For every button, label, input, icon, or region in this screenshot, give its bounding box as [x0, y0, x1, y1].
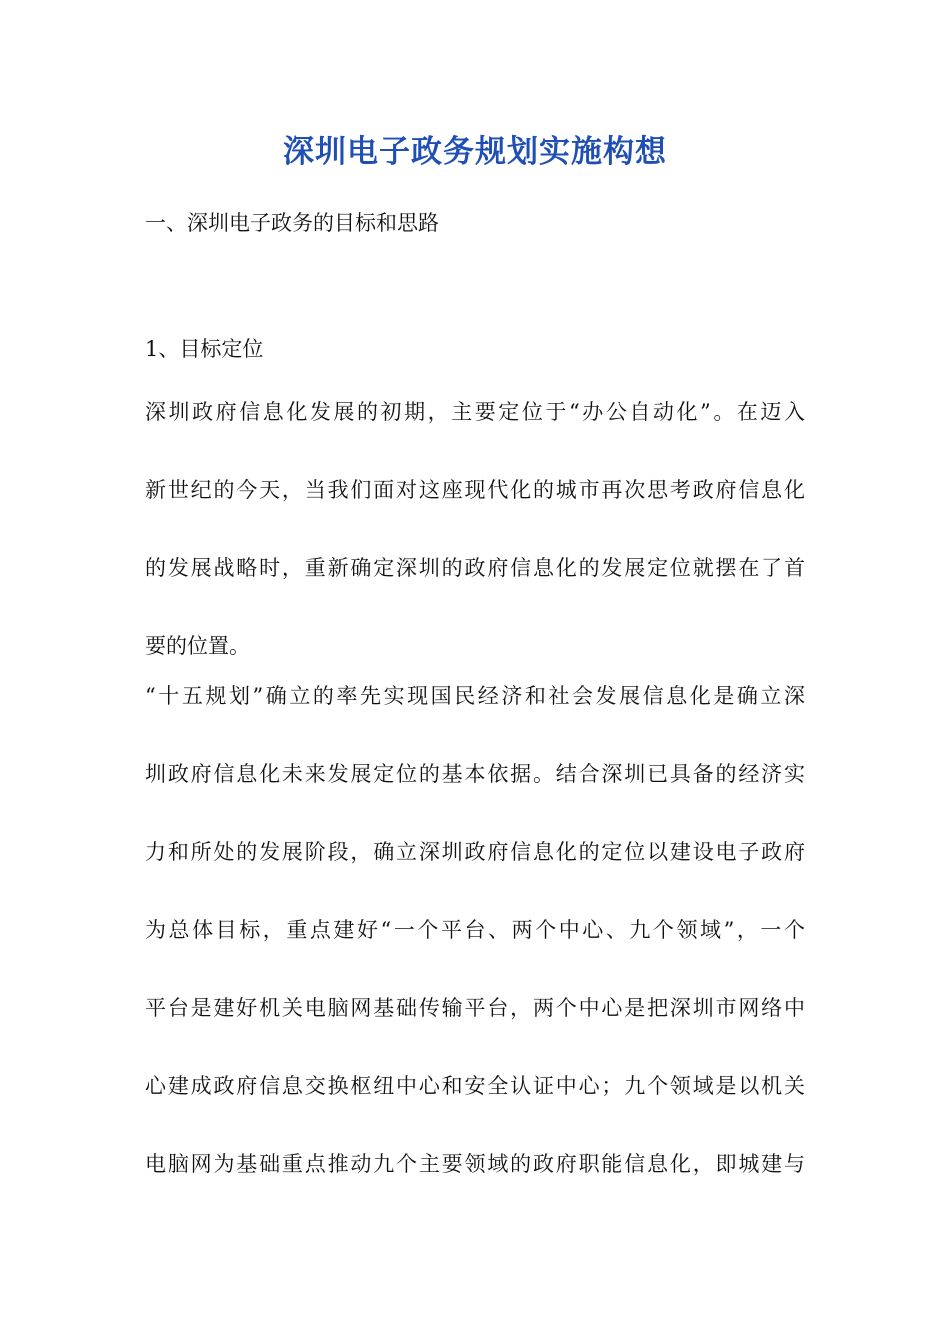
document-title: 深圳电子政务规划实施构想 [283, 134, 667, 170]
paragraph-line: 力和所处的发展阶段，确立深圳政府信息化的定位以建设电子政府 [145, 840, 805, 864]
paragraph-2 [145, 681, 805, 1227]
paragraph-line: 为总体目标，重点建好“一个平台、两个中心、九个领域”，一个 [145, 918, 805, 942]
paragraph-line: 要的位置。 [145, 634, 250, 658]
paragraph-line: 平台是建好机关电脑网基础传输平台，两个中心是把深圳市网络中 [145, 996, 805, 1020]
paragraph-line: 深圳政府信息化发展的初期，主要定位于“办公自动化”。在迈入 [145, 400, 805, 424]
paragraph-line: “十五规划”确立的率先实现国民经济和社会发展信息化是确立深 [145, 684, 805, 708]
paragraph-line: 新世纪的今天，当我们面对这座现代化的城市再次思考政府信息化 [145, 478, 805, 502]
paragraph-line: 圳政府信息化未来发展定位的基本依据。结合深圳已具备的经济实 [145, 762, 805, 786]
paragraph-line: 的发展战略时，重新确定深圳的政府信息化的发展定位就摆在了首 [145, 556, 805, 580]
paragraph-line: 心建成政府信息交换枢纽中心和安全认证中心；九个领域是以机关 [145, 1074, 805, 1098]
paragraph-1 [145, 397, 805, 709]
section-heading: 一、深圳电子政务的目标和思路 [145, 211, 439, 235]
paragraph-line: 电脑网为基础重点推动九个主要领域的政府职能信息化，即城建与 [145, 1152, 805, 1176]
subsection-heading: 1、目标定位 [145, 337, 264, 361]
